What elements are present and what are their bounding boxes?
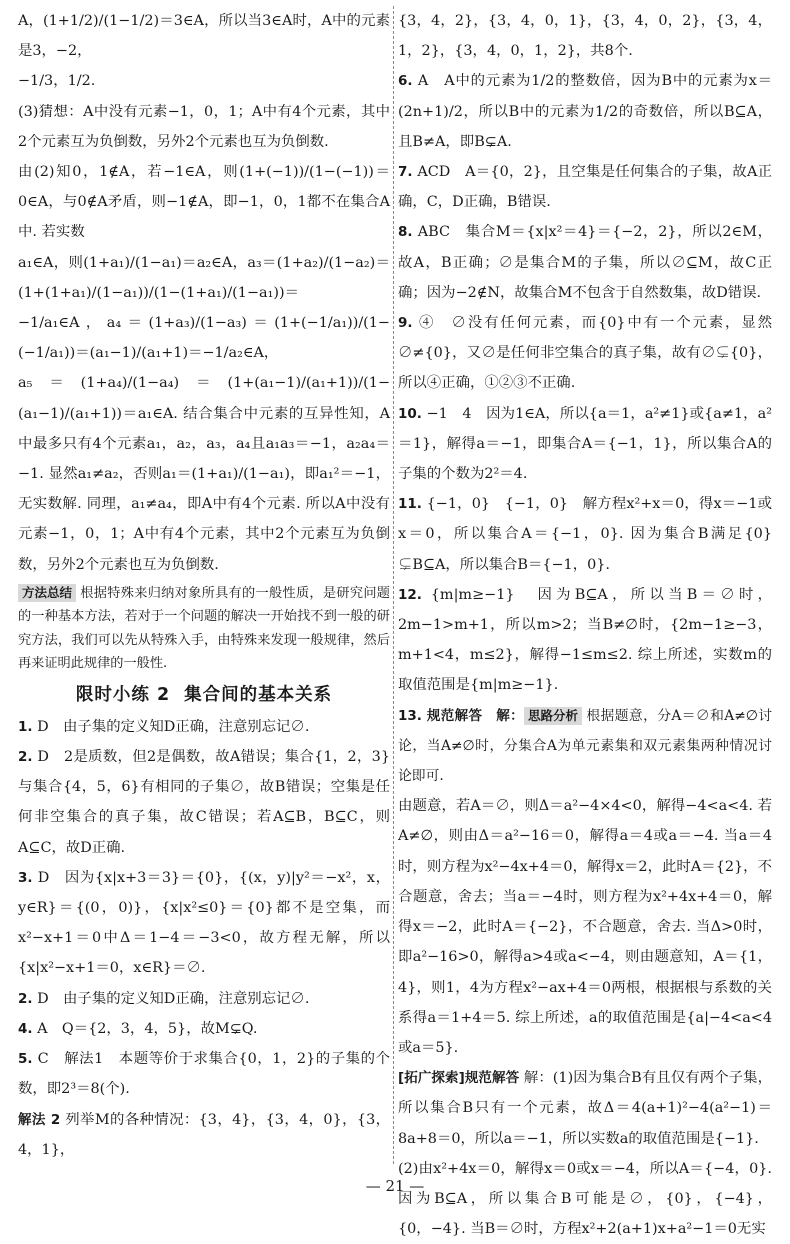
- list-item: 2. D 由子集的定义知D正确，注意别忘记∅.: [18, 990, 310, 1007]
- list-item: 12. {m|m≥−1} 因为B⊆A，所以当B＝∅时，2m−1>m+1，所以m>2；当B≠∅时，{2m−1≥−3，m+1<4，m≤2}，解得−1≤m≤2. 综上所述，实数m的取值范围是{m|m≥−1}.: [398, 586, 773, 694]
- left-line-7: a₅＝(1+a₄)/(1−a₄)＝(1+(a₁−1)/(a₁+1))/(1−(a₁−1)/(a₁+1))＝a₁∈A. 结合集合中元素的互异性知，A中最多只有4个元素a₁，a₂，a₃，a₄且a₁a₃＝−1，a₂a₄＝−1. 显然a₁≠a₂，否则a₁＝(1+a₁)/(1−a₁)，即a₁²＝−1，无实数解. 同理，a₁≠a₄，即A中有4个元素. 所以A中没有元素−1，0，1；A中有4个元素，其中2个元素互为负倒数，另外2个元素也互为负倒数.: [18, 375, 390, 573]
- analysis-text: 根据题意，分A＝∅和A≠∅讨论，当A≠∅时，分集合A为单元素集和双元素集两种情况讨论即可.: [398, 707, 772, 785]
- left-line-1: A，(1+1/2)/(1−1/2)＝3∈A，所以当3∈A时，A中的元素是3，−2，: [18, 13, 390, 60]
- page-number: — 21 —: [365, 1177, 425, 1195]
- list-item: {3，4，2}，{3，4，0，1}，{3，4，0，2}，{3，4，1，2}，{3，4，0，1，2}，共8个.: [398, 13, 772, 60]
- list-item: 7. ACD A＝{0，2}，且空集是任何集合的子集，故A正确，C，D正确，B错误.: [398, 164, 773, 211]
- left-line-5: a₁∈A，则(1+a₁)/(1−a₁)＝a₂∈A，a₃＝(1+a₂)/(1−a₂)＝(1+(1+a₁)/(1−a₁))/(1−(1+a₁)/(1−a₁))＝: [18, 254, 390, 301]
- list-item: 3. D 因为{x|x+3＝3}＝{0}，{(x，y)|y²＝−x²，x，y∈R}＝{(0，0)}，{x|x²≤0}＝{0}都不是空集，而x²−x+1＝0中Δ＝1−4＝−3<0，故方程无解，所以{x|x²−x+1＝0，x∈R}＝∅.: [18, 869, 391, 977]
- section-title: [18, 680, 390, 710]
- summary-text: 根据特殊来归纳对象所具有的一般性质，是研究问题的一种基本方法，若对于一个问题的解决一开始找不到一般的研究方法，我们可以先从特殊入手，由特殊来发现一般规律，然后再来证明此规律的一般性.: [18, 585, 390, 672]
- extension-tag: [拓广探索]规范解答: [398, 1070, 520, 1087]
- list-item: 8. ABC 集合M＝{x|x²＝4}＝{−2，2}，所以2∈M，故A，B正确；∅是集合M的子集，所以∅⊆M，故C正确；因为−2∉N，故集合M不包含于自然数集，故D错误.: [398, 224, 772, 301]
- list-item: 6. A A中的元素为1/2的整数倍，因为B中的元素为x＝(2n+1)/2，所以B中的元素为1/2的奇数倍，所以B⊆A，且B≠A，即B⊊A.: [398, 73, 772, 150]
- right-column: [398, 6, 772, 1244]
- analysis-tag: 思路分析: [524, 707, 582, 725]
- list-item: 1. D 由子集的定义知D正确，注意别忘记∅.: [18, 718, 310, 735]
- left-line-3: (3)猜想：A中没有元素−1，0，1；A中有4个元素，其中2个元素互为负倒数，另外2个元素也互为负倒数.: [18, 103, 390, 150]
- left-line-2: −1/3，1/2.: [18, 73, 96, 90]
- item-13-body: 由题意，若A＝∅，则Δ＝a²−4×4<0，解得−4<a<4. 若A≠∅，则由Δ＝a²−16＝0，解得a＝4或a＝−4. 当a＝4时，则方程为x²−4x+4＝0，解得x＝2，此时A＝{2}，不合题意，舍去；当a＝−4时，则方程为x²+4x+4＝0，解得x＝−2，此时A＝{−2}，不合题意，舍去. 当Δ>0时，即a²−16>0，解得a>4或a<−4，则由题意知，A＝{1，4}，则1，4为方程x²−ax+4＝0两根，根据根与系数的关系得a＝1+4＝5. 综上所述，a的取值范围是{a|−4<a<4或a＝5}.: [398, 798, 772, 1056]
- extension-text: 解：(1)因为集合B有且仅有两个子集，所以集合B只有一个元素，故Δ＝4(a+1)²−4(a²−1)＝8a+8＝0，所以a＝−1，所以实数a的取值范围是{−1}.: [398, 1070, 773, 1147]
- left-column: [18, 6, 390, 1165]
- list-item: 4. A Q＝{2，3，4，5}，故M⊊Q.: [18, 1020, 258, 1037]
- section-title-b: 集合间的基本关系: [184, 684, 333, 705]
- list-item: 5. C 解法1 本题等价于求集合{0，1，2}的子集的个数，即2³＝8(个).: [18, 1051, 390, 1098]
- summary-tag: 方法总结: [18, 584, 76, 602]
- extension-block: [398, 1063, 772, 1154]
- method-summary: [18, 582, 390, 676]
- left-line-4: 由(2)知0，1∉A，若−1∈A，则(1+(−1))/(1−(−1))＝0∈A，与0∉A矛盾，则−1∉A，即−1，0，1都不在集合A中. 若实数: [18, 164, 390, 241]
- list-item: 11. {−1，0} {−1，0} 解方程x²+x＝0，得x＝−1或x＝0，所以集合A＝{−1，0}. 因为集合B满足{0}⊊B⊆A，所以集合B＝{−1，0}.: [398, 496, 773, 573]
- section-title-a: 限时小练 2: [75, 684, 171, 705]
- list-item: 解法 2 列举M的各种情况：{3，4}，{3，4，0}，{3，4，1}，: [18, 1111, 391, 1158]
- list-item: 9. ④ ∅没有任何元素，而{0}中有一个元素，显然∅≠{0}，又∅是任何非空集合的真子集，故有∅⊊{0}，所以④正确，①②③不正确.: [398, 315, 772, 392]
- list-item: 10. −1 4 因为1∈A，所以{a＝1，a²≠1}或{a≠1，a²＝1}，解得a＝−1，即集合A＝{−1，1}，所以集合A的子集的个数为2²＝4.: [398, 405, 772, 483]
- list-item: 13. 规范解答 解： 思路分析 根据题意，分A＝∅和A≠∅讨论，当A≠∅时，分集合A为单元素集和双元素集两种情况讨论即可.: [398, 707, 772, 785]
- column-divider: [393, 6, 394, 1164]
- left-line-6: −1/a₁∈A，a₄＝(1+a₃)/(1−a₃)＝(1+(−1/a₁))/(1−(−1/a₁))＝(a₁−1)/(a₁+1)＝−1/a₂∈A，: [18, 315, 390, 362]
- extension-block-2: (2)由x²+4x＝0，解得x＝0或x＝−4，所以A＝{−4，0}. 因为B⊆A，所以集合B可能是∅，{0}，{−4}，{0，−4}. 当B＝∅时，方程x²+2(a+1)x+a²−1＝0无实: [398, 1160, 772, 1238]
- list-item: 2. D 2是质数，但2是偶数，故A错误；集合{1，2，3}与集合{4，5，6}有相同的子集∅，故B错误；空集是任何非空集合的真子集，故C错误；若A⊆B，B⊆C，则A⊆C，故D正确.: [18, 749, 390, 856]
